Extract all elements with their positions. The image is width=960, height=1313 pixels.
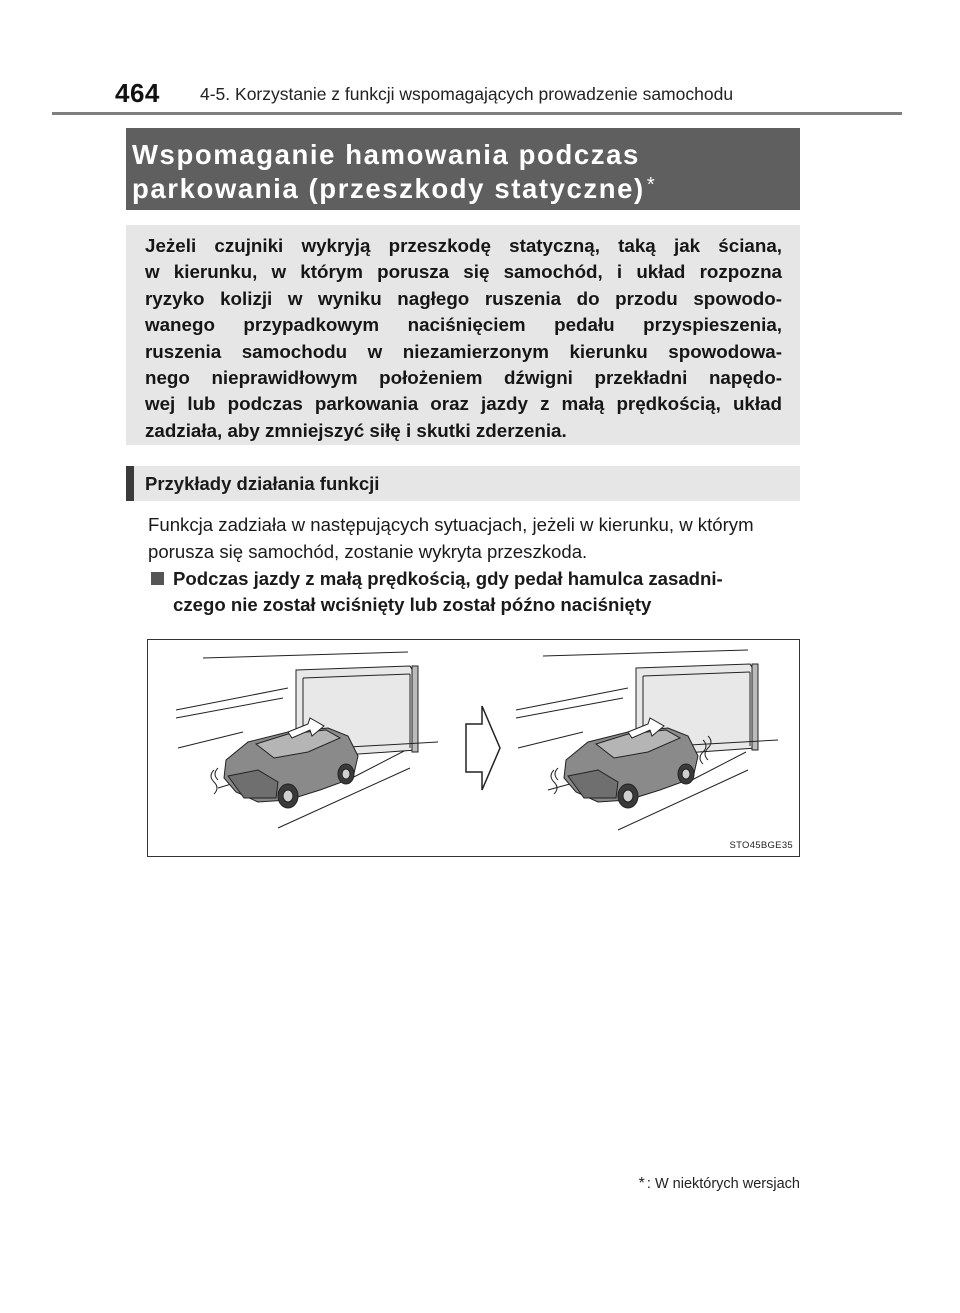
page-title-line-1: Wspomaganie hamowania podczas <box>132 139 640 170</box>
footnote-text: : W niektórych wersjach <box>646 1176 800 1192</box>
page-title-line-2 <box>132 172 800 206</box>
bullet-line: czego nie został wciśnięty lub został późno naciśnięty <box>173 594 652 615</box>
figure-code: STO45BGE35 <box>729 840 793 851</box>
scene-before <box>176 652 438 828</box>
illustration-drawing <box>148 640 799 856</box>
footnote <box>639 1175 800 1193</box>
bullet-line: Podczas jazdy z małą prędkością, gdy pedał hamulca zasadni- <box>173 568 723 589</box>
body-line: Funkcja zadziała w następujących sytuacjach, jeżeli w kierunku, w którym <box>148 514 754 535</box>
intro-line: Jeżeli czujniki wykryją przeszkodę statyczną, taką jak ściana, <box>145 235 782 256</box>
intro-line: ryzyko kolizji w wyniku nagłego ruszenia do przodu spowodo- <box>145 287 782 309</box>
right-arrow-icon <box>466 706 500 790</box>
intro-line: wej lub podczas parkowania oraz jazdy z małą prędkością, układ <box>145 393 782 415</box>
page-title-line-2-text: parkowania (przeszkody statyczne) <box>132 173 645 204</box>
car-left <box>224 728 358 808</box>
bullet-square-icon <box>151 572 164 585</box>
title-footnote-star: * <box>646 174 657 196</box>
intro-line: ruszenia samochodu w niezamierzonym kierunku spowodowa- <box>145 340 782 362</box>
scene-after <box>516 650 778 830</box>
intro-line: nego nieprawidłowym położeniem dźwigni przekładni napędo- <box>145 367 782 389</box>
section-heading-accent <box>126 466 134 501</box>
intro-line: zadziała, aby zmniejszyć siłę i skutki zderzenia. <box>145 419 567 441</box>
chapter-header: 4-5. Korzystanie z funkcji wspomagających prowadzenie samochodu <box>200 84 734 104</box>
body-paragraph <box>148 511 800 565</box>
section-heading-bar <box>126 466 800 501</box>
section-heading: Przykłady działania funkcji <box>145 473 380 494</box>
page-number: 464 <box>115 78 160 108</box>
intro-box <box>126 225 800 445</box>
intro-line: w kierunku, w którym porusza się samochód, i układ rozpozna <box>145 261 782 283</box>
body-line: porusza się samochód, zostanie wykryta przeszkoda. <box>148 541 588 562</box>
page-title-box <box>126 128 800 210</box>
footnote-star: * <box>638 1175 645 1192</box>
bullet-heading <box>151 566 801 618</box>
intro-line: wanego przypadkowym naciśnięciem pedału przyspieszenia, <box>145 314 782 336</box>
car-right <box>564 728 698 808</box>
illustration-figure <box>147 639 800 857</box>
header-rule <box>52 112 902 115</box>
